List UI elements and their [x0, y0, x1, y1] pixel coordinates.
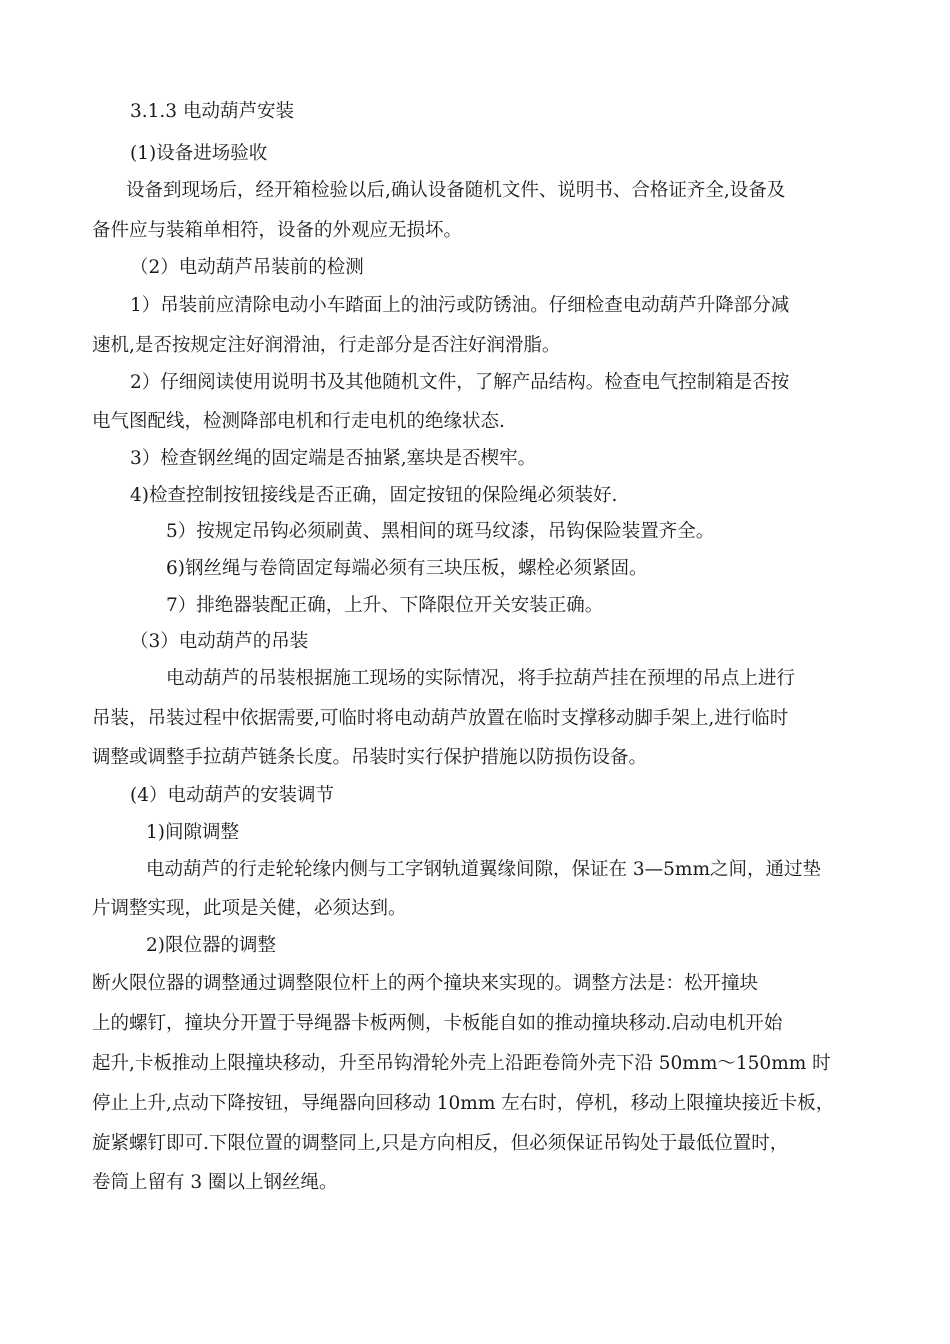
s4-paragraph-line: 旋紧螺钉即可.下限位置的调整同上,只是方向相反，但必须保证吊钩处于最低位置时， [92, 1133, 789, 1154]
s4-paragraph-line: 上的螺钉，撞块分开置于导绳器卡板两侧，卡板能自如的推动撞块移动.启动电机开始 [92, 1013, 783, 1034]
s2-item-line: 1）吊装前应清除电动小车踏面上的油污或防锈油。仔细检查电动葫芦升降部分减 [130, 295, 790, 316]
s2-item: 4)检查控制按钮接线是否正确，固定按钮的保险绳必须装好. [130, 485, 618, 506]
s4-paragraph-line: 片调整实现，此项是关健，必须达到。 [92, 898, 407, 919]
s3-title: （3）电动葫芦的吊装 [130, 631, 309, 652]
s2-title: （2）电动葫芦吊装前的检测 [130, 257, 364, 278]
s2-item: 3）检查钢丝绳的固定端是否抽紧,塞块是否楔牢。 [130, 448, 537, 469]
s2-item-line: 速机,是否按规定注好润滑油，行走部分是否注好润滑脂。 [92, 335, 561, 356]
s4-paragraph-line: 卷筒上留有 3 圈以上钢丝绳。 [92, 1172, 338, 1193]
s2-item-line: 2）仔细阅读使用说明书及其他随机文件，了解产品结构。检查电气控制箱是否按 [130, 372, 790, 393]
s2-item-line: 电气图配线，检测降部电机和行走电机的绝缘状态. [92, 411, 505, 432]
s4-paragraph-line: 起升,卡板推动上限撞块移动，升至吊钩滑轮外壳上沿距卷筒外壳下沿 50mm～150mm 时 [92, 1053, 831, 1074]
s4-title: (4）电动葫芦的安装调节 [130, 785, 334, 806]
s4-subtitle: 1)间隙调整 [146, 822, 239, 843]
s4-paragraph-line: 停止上升,点动下降按钮，导绳器向回移动 10mm 左右时，停机，移动上限撞块接近卡板， [92, 1093, 835, 1114]
s2-item: 6)钢丝绳与卷筒固定每端必须有三块压板，螺栓必须紧固。 [166, 558, 648, 579]
s3-paragraph-line: 吊装，吊装过程中依据需要,可临时将电动葫芦放置在临时支撑移动脚手架上,进行临时 [92, 708, 789, 729]
s4-paragraph-line: 电动葫芦的行走轮轮缘内侧与工字钢轨道翼缘间隙，保证在 3—5mm之间，通过垫 [146, 859, 822, 880]
s4-paragraph-line: 断火限位器的调整通过调整限位杆上的两个撞块来实现的。调整方法是：松开撞块 [92, 973, 759, 994]
s4-subtitle: 2)限位器的调整 [146, 935, 276, 956]
s2-item: 5）按规定吊钩必须刷黄、黑相间的斑马纹漆，吊钩保险装置齐全。 [166, 521, 715, 542]
s1-paragraph-line: 备件应与装箱单相符，设备的外观应无损坏。 [92, 220, 463, 241]
s1-paragraph-line: 设备到现场后，经开箱检验以后,确认设备随机文件、说明书、合格证齐全,设备及 [126, 180, 786, 201]
section-heading: 3.1.3 电动葫芦安装 [130, 101, 294, 122]
s3-paragraph-line: 调整或调整手拉葫芦链条长度。吊装时实行保护措施以防损伤设备。 [92, 747, 648, 768]
s3-paragraph-line: 电动葫芦的吊装根据施工现场的实际情况，将手拉葫芦挂在预埋的吊点上进行 [166, 668, 796, 689]
s1-title: (1)设备进场验收 [130, 143, 268, 164]
s2-item: 7）排绝器装配正确，上升、下降限位开关安装正确。 [166, 595, 604, 616]
